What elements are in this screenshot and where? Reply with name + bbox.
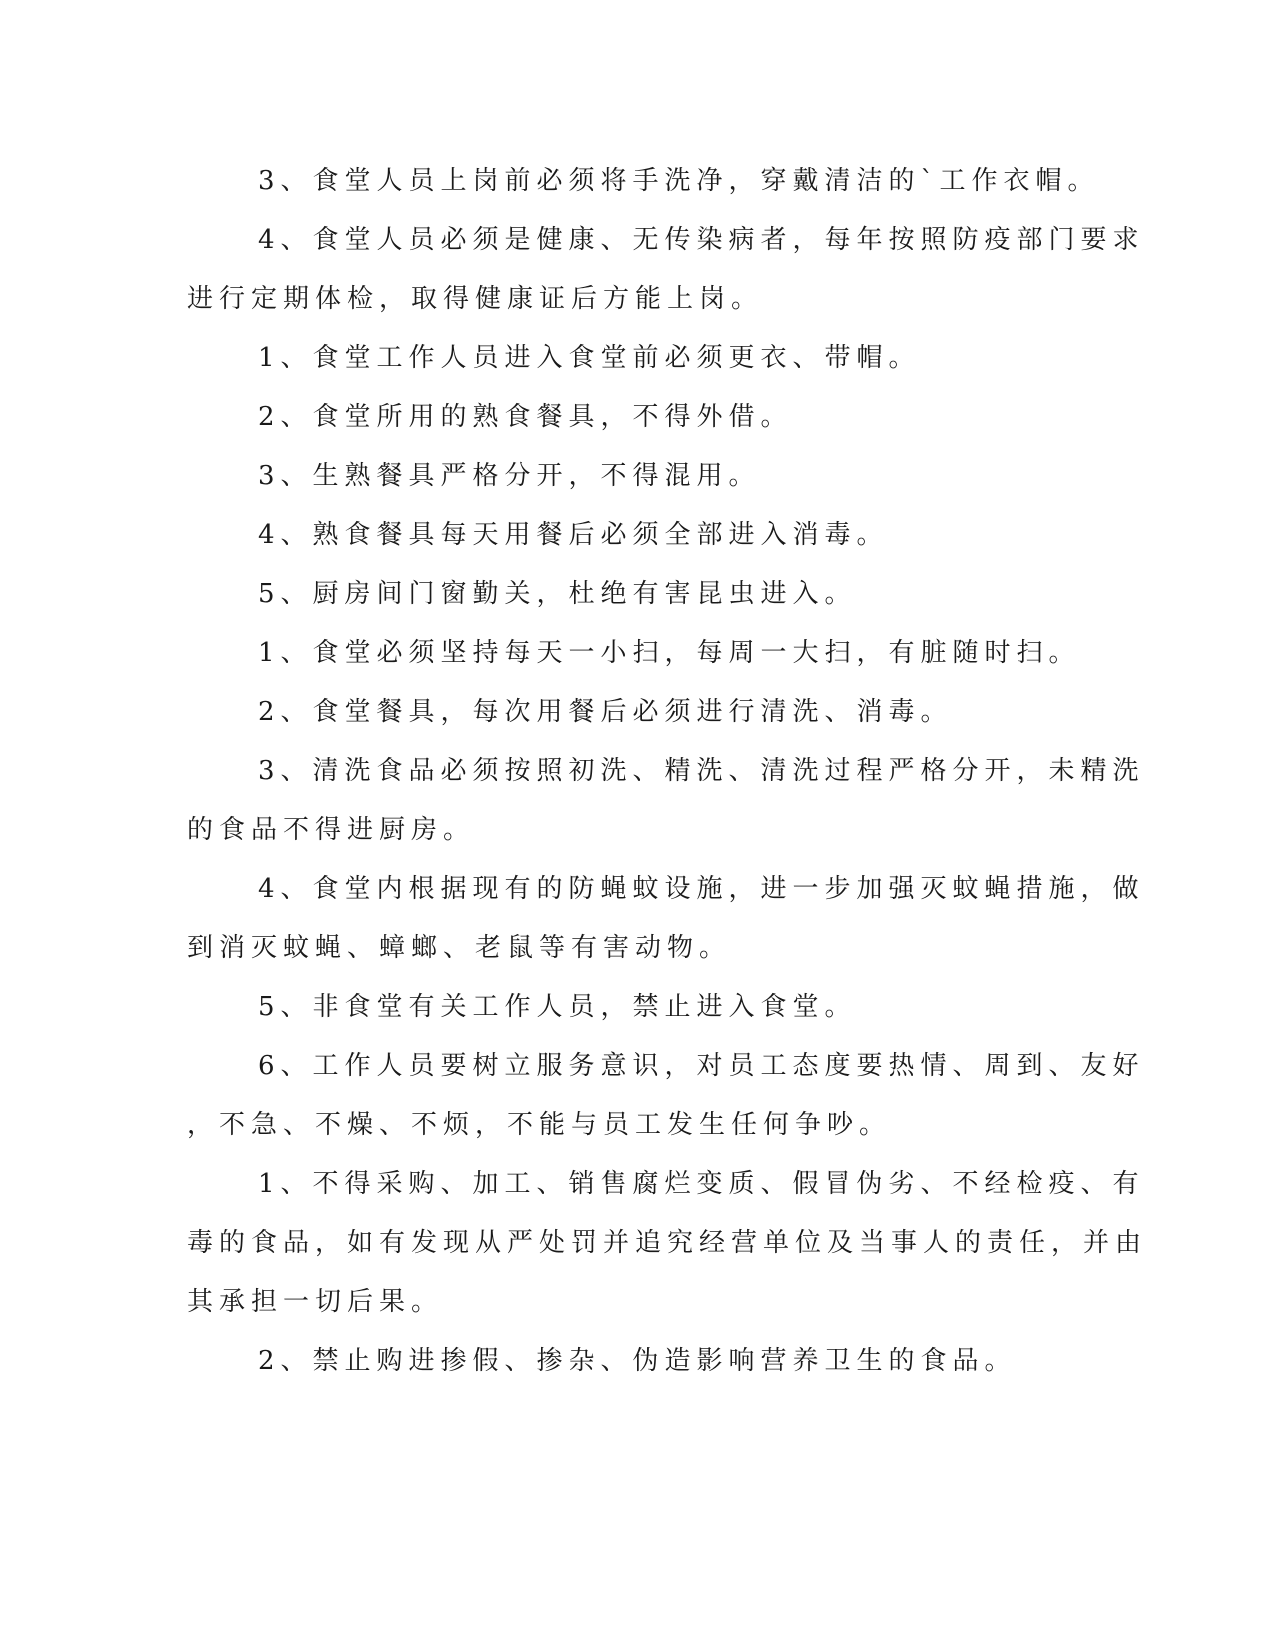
- text-line: 5、厨房间门窗勤关，杜绝有害昆虫进入。: [258, 579, 857, 609]
- text-line: 2、食堂所用的熟食餐具，不得外借。: [258, 402, 793, 432]
- text-line: 1、食堂工作人员进入食堂前必须更衣、带帽。: [258, 343, 921, 373]
- text-line: 其承担一切后果。: [187, 1287, 444, 1317]
- text-line: 1、不得采购、加工、销售腐烂变质、假冒伪劣、不经检疫、有: [258, 1169, 1145, 1199]
- text-line: 4、食堂内根据现有的防蝇蚊设施，进一步加强灭蚊蝇措施，做: [258, 874, 1145, 904]
- text-line: 3、食堂人员上岗前必须将手洗净，穿戴清洁的`工作衣帽。: [258, 166, 1100, 196]
- text-line: 2、食堂餐具，每次用餐后必须进行清洗、消毒。: [258, 697, 953, 727]
- text-line: ，不急、不燥、不烦，不能与员工发生任何争吵。: [187, 1110, 892, 1140]
- text-line: 的食品不得进厨房。: [187, 815, 476, 845]
- text-line: 进行定期体检，取得健康证后方能上岗。: [187, 284, 764, 314]
- text-line: 3、清洗食品必须按照初洗、精洗、清洗过程严格分开，未精洗: [258, 756, 1145, 786]
- text-line: 1、食堂必须坚持每天一小扫，每周一大扫，有脏随时扫。: [258, 638, 1081, 668]
- text-line: 6、工作人员要树立服务意识，对员工态度要热情、周到、友好: [258, 1051, 1145, 1081]
- text-line: 4、食堂人员必须是健康、无传染病者，每年按照防疫部门要求: [258, 225, 1145, 255]
- text-line: 到消灭蚊蝇、蟑螂、老鼠等有害动物。: [187, 933, 732, 963]
- text-line: 毒的食品，如有发现从严处罚并追究经营单位及当事人的责任，并由: [187, 1228, 1148, 1258]
- text-line: 2、禁止购进掺假、掺杂、伪造影响营养卫生的食品。: [258, 1346, 1017, 1376]
- text-line: 4、熟食餐具每天用餐后必须全部进入消毒。: [258, 520, 889, 550]
- text-line: 5、非食堂有关工作人员，禁止进入食堂。: [258, 992, 857, 1022]
- text-line: 3、生熟餐具严格分开，不得混用。: [258, 461, 761, 491]
